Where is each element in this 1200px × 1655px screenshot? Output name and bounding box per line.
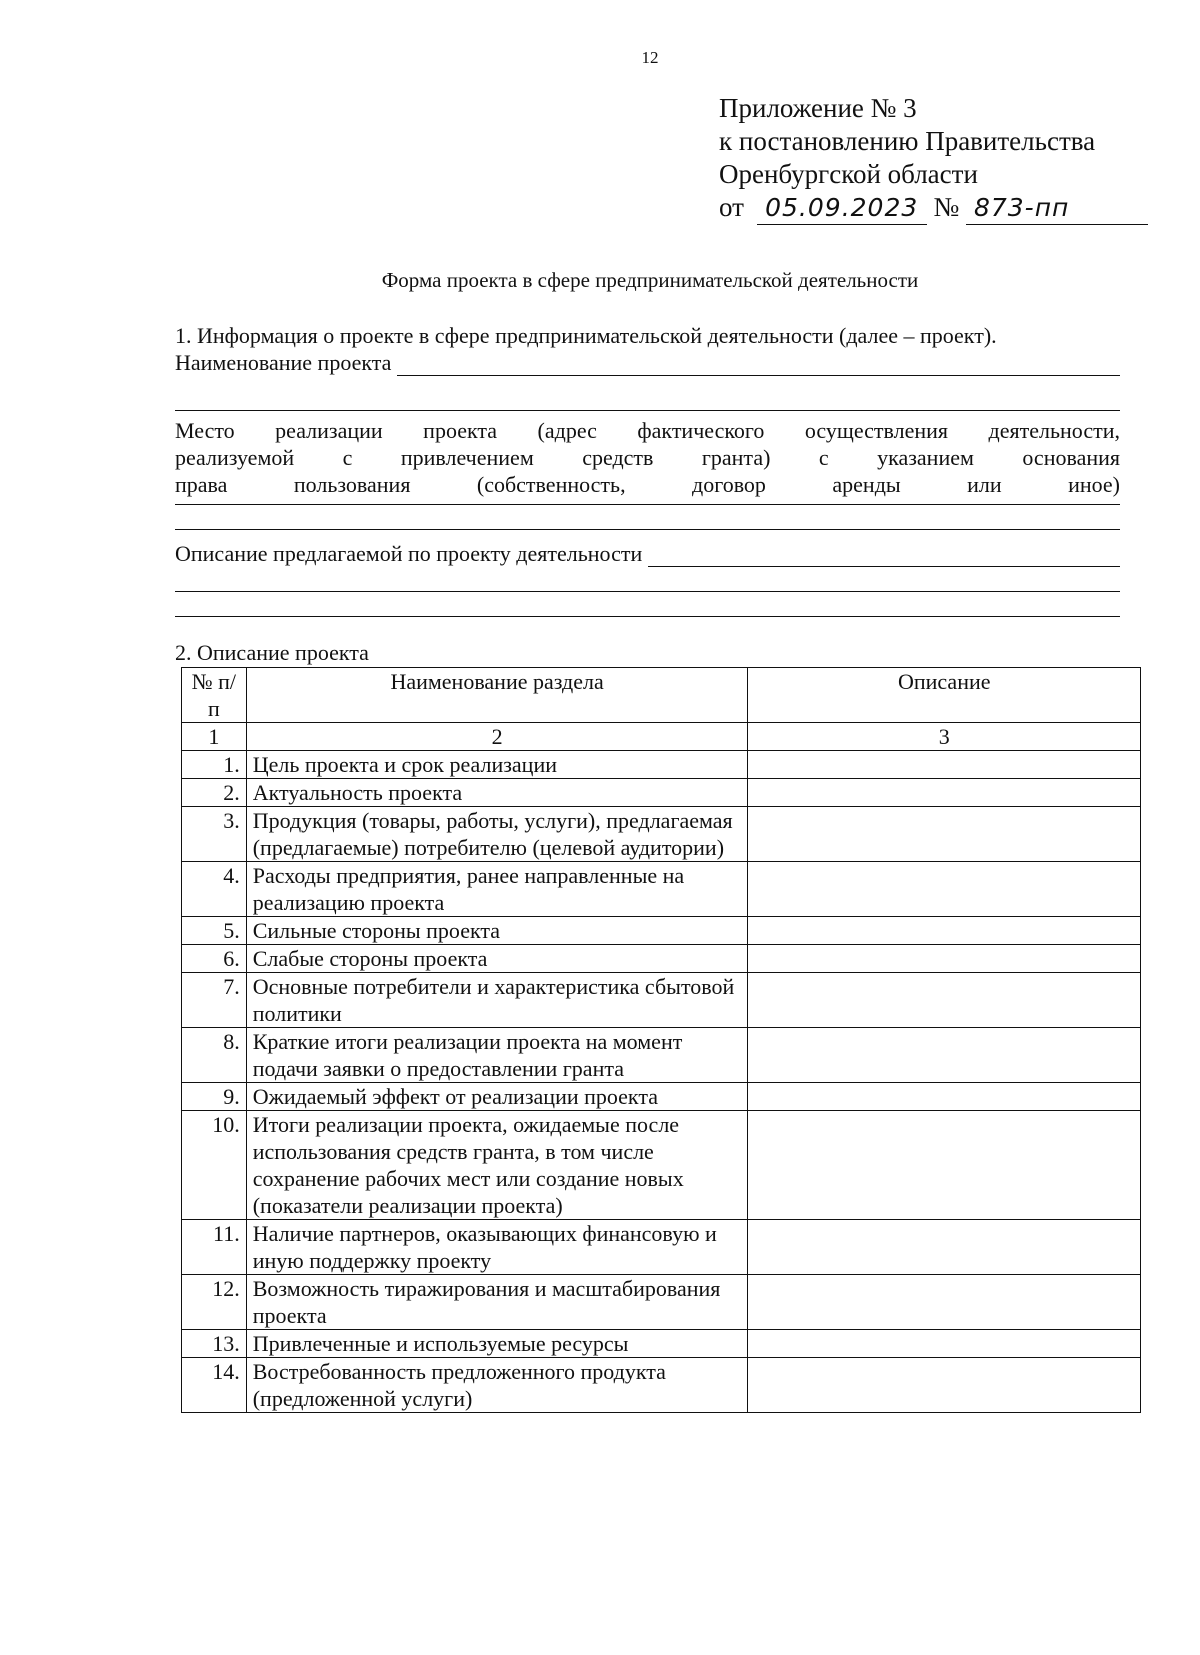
row-number: 5. (182, 917, 247, 945)
row-description-cell[interactable] (748, 1083, 1141, 1111)
date-handwritten: 05.09.2023 (757, 191, 927, 225)
section2-heading: 2. Описание проекта (175, 640, 369, 665)
row-section-name: Расходы предприятия, ранее направленные на реализацию проекта (246, 862, 748, 917)
row-number: 10. (182, 1111, 247, 1220)
section-project-info (175, 322, 1120, 617)
row-number: 8. (182, 1028, 247, 1083)
column-number: 3 (748, 723, 1141, 751)
row-section-name: Сильные стороны проекта (246, 917, 748, 945)
row-description-cell[interactable] (748, 779, 1141, 807)
description-row (175, 540, 1120, 567)
row-description-cell[interactable] (748, 973, 1141, 1028)
table-row (182, 779, 1141, 807)
row-description-cell[interactable] (748, 1330, 1141, 1358)
appendix-resolution: к постановлению Правительства (719, 126, 1096, 156)
row-number: 12. (182, 1275, 247, 1330)
row-description-cell[interactable] (748, 1275, 1141, 1330)
number-sign: № (933, 192, 960, 222)
place-text-line-1: Место реализации проекта (адрес фактического осуществления деятельности, (175, 418, 1120, 443)
row-description-cell[interactable] (748, 1220, 1141, 1275)
header-name: Наименование раздела (246, 668, 748, 723)
row-section-name: Привлеченные и используемые ресурсы (246, 1330, 748, 1358)
row-number: 6. (182, 945, 247, 973)
place-field-line-2[interactable] (175, 505, 1120, 530)
row-section-name: Цель проекта и срок реализации (246, 751, 748, 779)
date-prefix: от (719, 192, 744, 222)
table-row (182, 1028, 1141, 1083)
number-handwritten: 873-пп (966, 191, 1148, 225)
table-row (182, 807, 1141, 862)
table-row (182, 917, 1141, 945)
description-field[interactable] (648, 544, 1120, 567)
table-header-row (182, 668, 1141, 723)
table-row (182, 1111, 1141, 1220)
section1-heading: 1. Информация о проекте в сфере предпринимательской деятельности (далее – проект). (175, 323, 997, 348)
table-row (182, 1220, 1141, 1275)
table-row (182, 751, 1141, 779)
project-name-field-continuation[interactable] (175, 386, 1120, 411)
row-description-cell[interactable] (748, 1028, 1141, 1083)
row-section-name: Основные потребители и характеристика сбытовой политики (246, 973, 748, 1028)
row-section-name: Итоги реализации проекта, ожидаемые после использования средств гранта, в том числе сохранение рабочих мест или создание новых (показатели реализации проекта) (246, 1111, 748, 1220)
row-number: 9. (182, 1083, 247, 1111)
row-number: 13. (182, 1330, 247, 1358)
description-label: Описание предлагаемой по проекту деятельности (175, 541, 643, 566)
row-section-name: Возможность тиражирования и масштабирования проекта (246, 1275, 748, 1330)
row-section-name: Наличие партнеров, оказывающих финансовую и иную поддержку проекту (246, 1220, 748, 1275)
row-number: 2. (182, 779, 247, 807)
row-description-cell[interactable] (748, 862, 1141, 917)
table-row (182, 1083, 1141, 1111)
row-number: 3. (182, 807, 247, 862)
header-num: № п/п (182, 668, 247, 723)
appendix-region: Оренбургской области (719, 159, 978, 189)
row-number: 1. (182, 751, 247, 779)
table-row (182, 945, 1141, 973)
project-description-table (181, 667, 1141, 1413)
appendix-date-row (719, 191, 1148, 225)
row-description-cell[interactable] (748, 1358, 1141, 1413)
description-field-line-2[interactable] (175, 567, 1120, 592)
table-row (182, 973, 1141, 1028)
row-section-name: Продукция (товары, работы, услуги), предлагаемая (предлагаемые) потребителю (целевой аудитории) (246, 807, 748, 862)
table-row (182, 1275, 1141, 1330)
row-number: 4. (182, 862, 247, 917)
appendix-title: Приложение № 3 (719, 93, 917, 123)
row-description-cell[interactable] (748, 1111, 1141, 1220)
row-description-cell[interactable] (748, 807, 1141, 862)
project-name-row (175, 349, 1120, 376)
form-title: Форма проекта в сфере предпринимательской деятельности (381, 268, 919, 292)
row-description-cell[interactable] (748, 751, 1141, 779)
row-description-cell[interactable] (748, 917, 1141, 945)
row-section-name: Ожидаемый эффект от реализации проекта (246, 1083, 748, 1111)
project-name-field[interactable] (397, 353, 1120, 376)
row-number: 7. (182, 973, 247, 1028)
place-text-line-2: реализуемой с привлечением средств гранта) с указанием основания (175, 445, 1120, 470)
row-number: 14. (182, 1358, 247, 1413)
row-section-name: Востребованность предложенного продукта (предложенной услуги) (246, 1358, 748, 1413)
row-section-name: Актуальность проекта (246, 779, 748, 807)
header-desc: Описание (748, 668, 1141, 723)
column-number: 1 (182, 723, 247, 751)
row-number: 11. (182, 1220, 247, 1275)
table-row (182, 1358, 1141, 1413)
place-text-line-3: права пользования (собственность, договор аренды или иное) (175, 472, 1120, 497)
row-section-name: Краткие итоги реализации проекта на момент подачи заявки о предоставлении гранта (246, 1028, 748, 1083)
project-name-label: Наименование проекта (175, 350, 392, 375)
table-row (182, 862, 1141, 917)
page-number: 12 (641, 48, 659, 67)
place-field-line-1[interactable] (175, 498, 1120, 505)
table-row (182, 1330, 1141, 1358)
description-field-line-3[interactable] (175, 592, 1120, 617)
column-number: 2 (246, 723, 748, 751)
column-number-row (182, 723, 1141, 751)
row-description-cell[interactable] (748, 945, 1141, 973)
row-section-name: Слабые стороны проекта (246, 945, 748, 973)
appendix-header (719, 92, 1148, 225)
